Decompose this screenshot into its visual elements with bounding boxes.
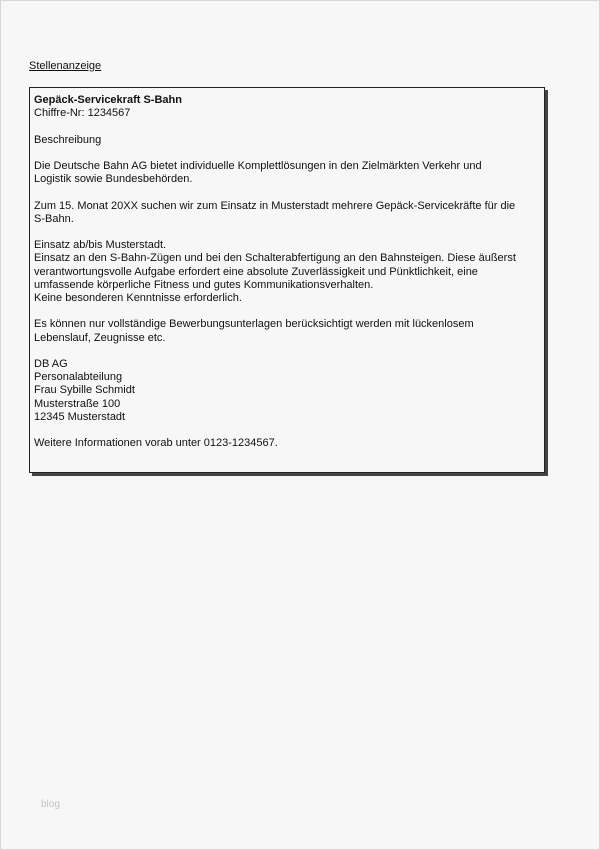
contact-street: Musterstraße 100: [34, 397, 121, 410]
duty-line-2: Einsatz an den S-Bahn-Zügen und bei den Schalterabfertigung an den Bahnsteigen. Diese äußerst: [34, 252, 516, 265]
duty-line-3: verantwortungsvolle Aufgabe erfordert eine absolute Zuverlässigkeit und Pünktlichkeit, eine: [34, 265, 478, 278]
hiring-line-1: Zum 15. Monat 20XX suchen wir zum Einsatz in Musterstadt mehrere Gepäck-Servicekräfte für die: [34, 199, 516, 212]
document-heading: Stellenanzeige: [29, 60, 102, 72]
more-info: Weitere Informationen vorab unter 0123-1234567.: [34, 437, 278, 450]
job-ad-box: [29, 87, 545, 473]
spacer: [34, 226, 538, 239]
spacer: [34, 186, 538, 199]
contact-company: DB AG: [34, 357, 68, 370]
duty-line-4: umfassende körperliche Fitness und gutes Kommunikationsverhalten.: [34, 278, 374, 291]
contact-city: 12345 Musterstadt: [34, 410, 126, 423]
section-label: Beschreibung: [34, 133, 102, 146]
spacer: [34, 120, 538, 133]
job-title: Gepäck-Servicekraft S-Bahn: [34, 94, 182, 106]
watermark-text: blog: [41, 799, 60, 810]
contact-person: Frau Sybille Schmidt: [34, 384, 135, 397]
duty-line-5: Keine besonderen Kenntnisse erforderlich.: [34, 291, 242, 304]
contact-department: Personalabteilung: [34, 371, 123, 384]
spacer: [34, 345, 538, 358]
spacer: [34, 305, 538, 318]
application-line-2: Lebenslauf, Zeugnisse etc.: [34, 331, 166, 344]
intro-line-1: Die Deutsche Bahn AG bietet individuelle Komplettlösungen in den Zielmärkten Verkehr und: [34, 159, 482, 172]
hiring-line-2: S-Bahn.: [34, 212, 74, 225]
duty-line-1: Einsatz ab/bis Musterstadt.: [34, 239, 167, 252]
application-line-1: Es können nur vollständige Bewerbungsunterlagen berücksichtigt werden mit lückenlosem: [34, 318, 474, 331]
intro-line-2: Logistik sowie Bundesbehörden.: [34, 173, 193, 186]
spacer: [34, 147, 538, 160]
spacer: [34, 424, 538, 437]
chiffre-number: Chiffre-Nr: 1234567: [34, 107, 131, 120]
